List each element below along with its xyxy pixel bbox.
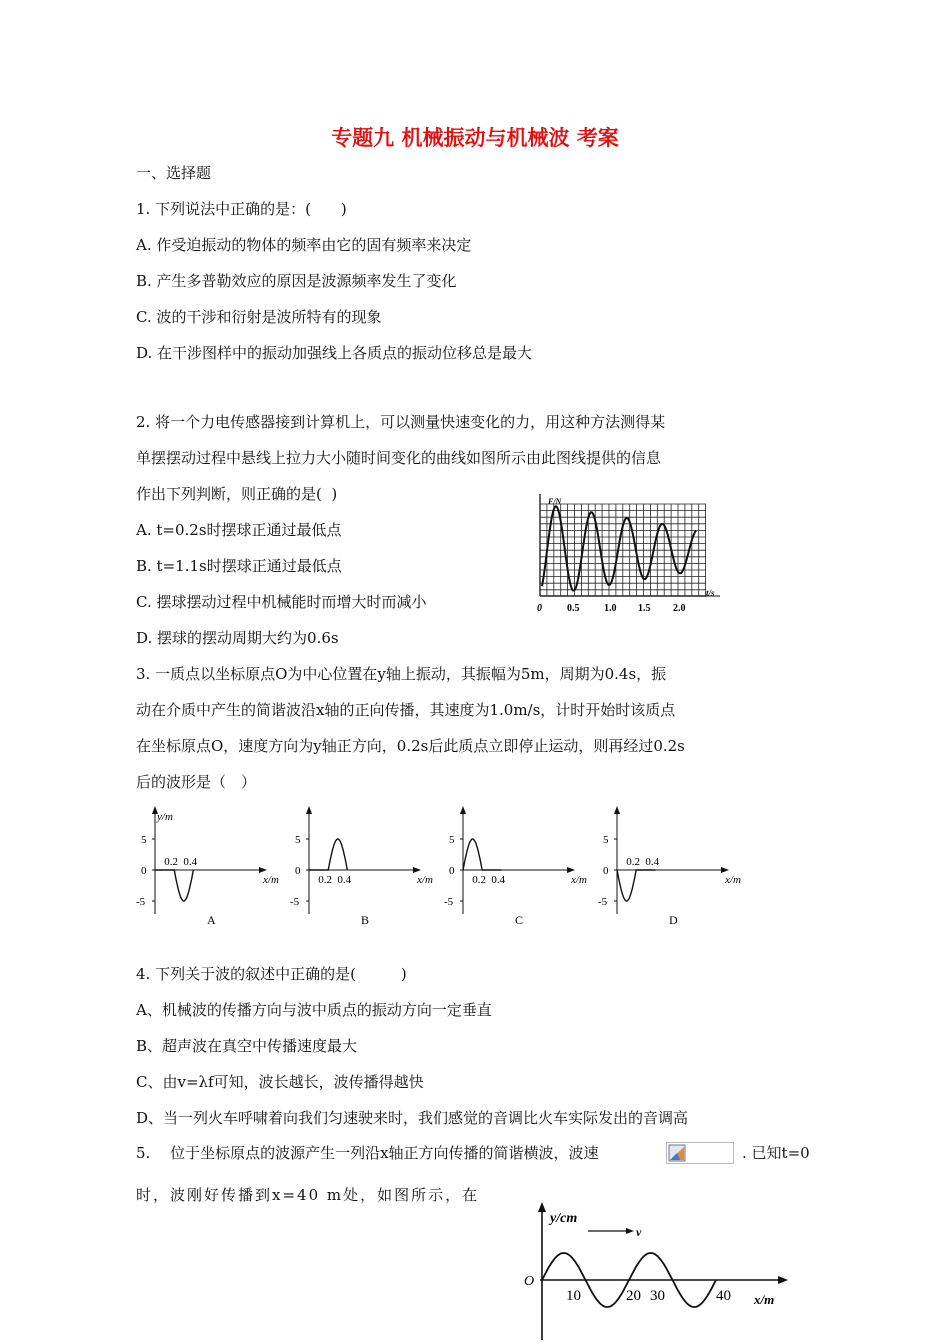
q3-graph-b <box>290 806 433 927</box>
q3-graph-c <box>444 806 587 927</box>
q3-ytick-neg5: -5 <box>444 896 454 908</box>
graph-x-label: t/s <box>706 588 715 598</box>
q3-stem-line4: 后的波形是（ ） <box>136 773 257 791</box>
q3-ytick-neg5: -5 <box>136 896 146 908</box>
q3-ytick-0: 0 <box>295 865 301 877</box>
q3-x-label: x/m <box>417 874 433 886</box>
q3-xtick-0.4: 0.4 <box>183 856 198 868</box>
q3-graph-d <box>598 806 741 927</box>
q2-option-c: C. 摆球摆动过程中机械能时而增大时而减小 <box>136 593 427 611</box>
q2-stem-line2: 单摆摆动过程中悬线上拉力大小随时间变化的曲线如图所示由此图线提供的信息 <box>136 449 662 467</box>
q3-stem-line1: 3. 一质点以坐标原点O为中心位置在y轴上振动，其振幅为5m，周期为0.4s，振 <box>136 665 667 683</box>
q2-stem-line3: 作出下列判断，则正确的是( ) <box>136 485 338 503</box>
q3-xtick-0.4: 0.4 <box>491 874 506 886</box>
q3-graph-label: C <box>515 913 524 927</box>
wave-xtick-30: 30 <box>650 1288 665 1304</box>
q3-xtick-0.4: 0.4 <box>337 874 352 886</box>
q1-option-a: A. 作受迫振动的物体的频率由它的固有频率来决定 <box>136 236 472 254</box>
q4-option-d: D、当一列火车呼啸着向我们匀速驶来时，我们感觉的音调比火车实际发出的音调高 <box>136 1109 689 1127</box>
q3-option-graphs <box>136 806 776 932</box>
page-title: 专题九 机械振动与机械波 考案 <box>331 126 619 150</box>
wave-graph <box>520 1200 790 1344</box>
section-heading: 一、选择题 <box>136 164 212 182</box>
q4-option-c: C、由v=λf可知，波长越长，波传播得越快 <box>136 1073 424 1091</box>
q3-xtick-0.2: 0.2 <box>164 856 178 868</box>
q3-graph-label: D <box>669 913 678 927</box>
q3-x-label: x/m <box>571 874 587 886</box>
wave-velocity-label: v <box>636 1225 642 1239</box>
wave-x-label: x/m <box>754 1292 775 1307</box>
q3-ytick-5: 5 <box>141 834 147 846</box>
graph-origin: 0 <box>537 603 542 614</box>
q1-option-d: D. 在干涉图样中的振动加强线上各质点的振动位移总是最大 <box>136 344 533 362</box>
q3-x-label: x/m <box>263 874 279 886</box>
q3-ytick-0: 0 <box>603 865 609 877</box>
q3-xtick-0.2: 0.2 <box>626 856 640 868</box>
q3-xtick-0.4: 0.4 <box>645 856 660 868</box>
wave-y-label: y/cm <box>550 1211 578 1226</box>
wave-xtick-20: 20 <box>626 1288 641 1304</box>
graph-xtick-3: 1.5 <box>638 603 651 614</box>
q3-stem-line3: 在坐标原点O，速度方向为y轴正方向，0.2s后此质点立即停止运动，则再经过0.2s <box>136 737 685 755</box>
q1-option-b: B. 产生多普勒效应的原因是波源频率发生了变化 <box>136 272 457 290</box>
q2-option-a: A. t=0.2s时摆球正通过最低点 <box>136 521 342 539</box>
q4-option-b: B、超声波在真空中传播速度最大 <box>136 1037 358 1055</box>
q3-stem-line2: 动在介质中产生的简谐波沿x轴的正向传播，其速度为1.0m/s，计时开始时该质点 <box>136 701 676 719</box>
q5-stem-line2: 时，波刚好传播到x=40 m处，如图所示，在 <box>136 1186 480 1204</box>
q3-ytick-neg5: -5 <box>598 896 608 908</box>
graph-xtick-4: 2.0 <box>673 603 686 614</box>
q3-y-label: y/m <box>157 811 173 823</box>
q5-stem-part2: . 已知t=0 <box>742 1144 810 1162</box>
q3-ytick-5: 5 <box>449 834 455 846</box>
q3-xtick-0.2: 0.2 <box>472 874 486 886</box>
q4-option-a: A、机械波的传播方向与波中质点的振动方向一定垂直 <box>136 1001 492 1019</box>
q2-stem-line1: 2. 将一个力电传感器接到计算机上，可以测量快速变化的力，用这种方法测得某 <box>136 413 666 431</box>
q1-option-c: C. 波的干涉和衍射是波所特有的现象 <box>136 308 382 326</box>
q5-stem-part1: 5. 位于坐标原点的波源产生一列沿x轴正方向传播的简谐横波，波速 <box>136 1144 599 1162</box>
wave-xtick-10: 10 <box>566 1288 581 1304</box>
q3-ytick-0: 0 <box>449 865 455 877</box>
q3-ytick-5: 5 <box>603 834 609 846</box>
graph-y-label: F/N <box>548 497 562 506</box>
wave-xtick-40: 40 <box>716 1288 731 1304</box>
q3-xtick-0.2: 0.2 <box>318 874 332 886</box>
force-time-graph <box>534 492 724 616</box>
q3-graph-label: B <box>361 913 370 927</box>
q3-graph-a <box>136 806 279 927</box>
q2-option-b: B. t=1.1s时摆球正通过最低点 <box>136 557 342 575</box>
q3-x-label: x/m <box>725 874 741 886</box>
q4-stem: 4. 下列关于波的叙述中正确的是( ) <box>136 965 407 983</box>
graph-xtick-1: 0.5 <box>567 603 580 614</box>
q1-stem: 1. 下列说法中正确的是：( ) <box>136 200 347 218</box>
q3-ytick-neg5: -5 <box>290 896 300 908</box>
q3-ytick-5: 5 <box>295 834 301 846</box>
broken-image-icon <box>668 1144 686 1162</box>
q3-graph-label: A <box>207 913 216 927</box>
q3-ytick-0: 0 <box>141 865 147 877</box>
q2-option-d: D. 摆球的摆动周期大约为0.6s <box>136 629 339 647</box>
wave-origin: O <box>524 1274 535 1289</box>
graph-xtick-2: 1.0 <box>604 603 617 614</box>
broken-image-placeholder <box>666 1142 734 1164</box>
